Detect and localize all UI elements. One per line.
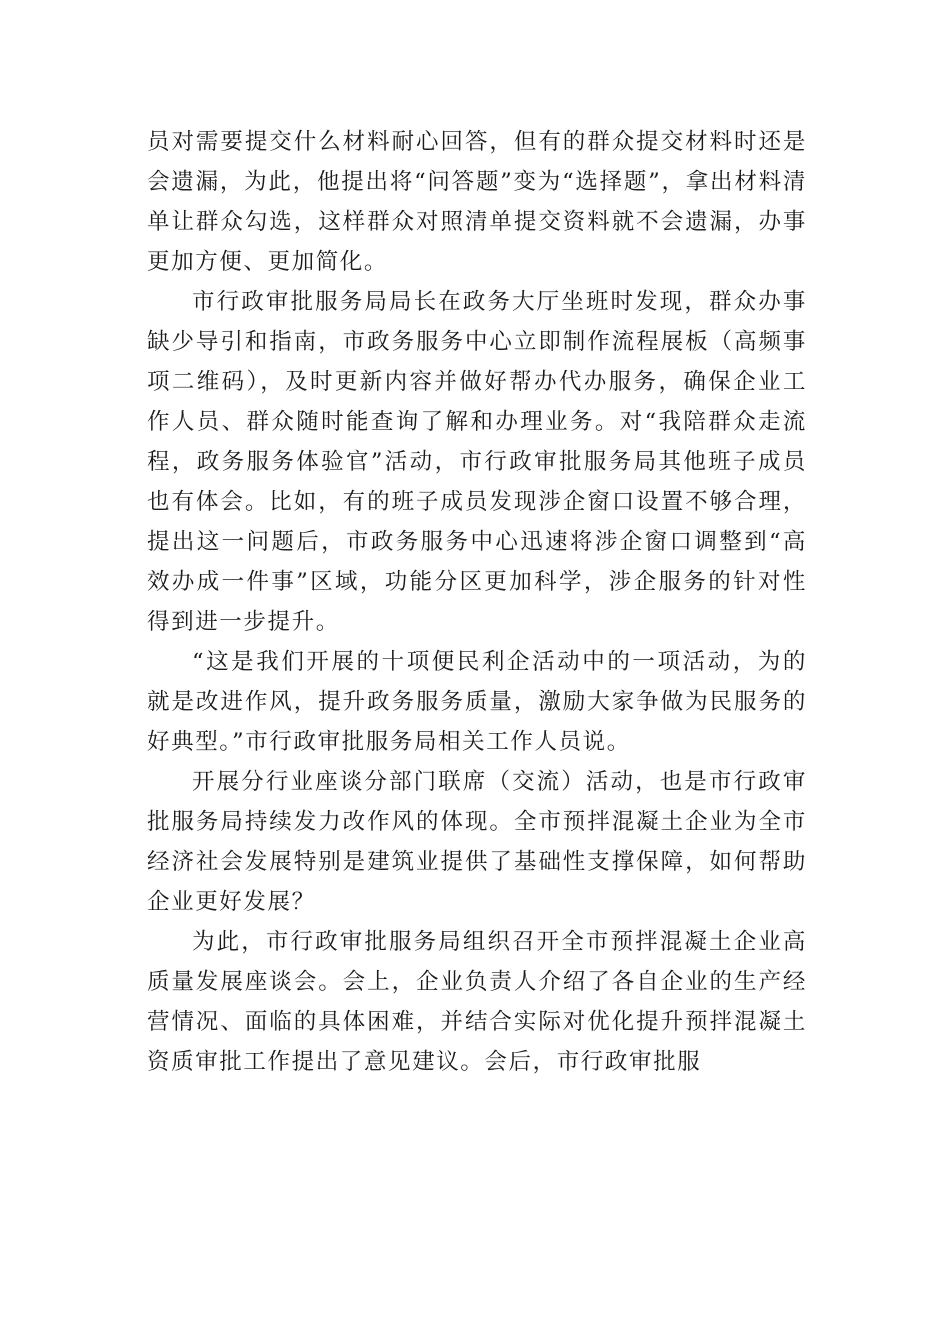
paragraph-2: 市行政审批服务局局长在政务大厅坐班时发现，群众办事缺少导引和指南，市政务服务中心立即制作流程展板（高频事项二维码），及时更新内容并做好帮办代办服务，确保企业工作人员、群众随时能查询了解和办理业务。对“我陪群众走流程，政务服务体验官”活动，市行政审批服务局其他班子成员也有体会。比如，有的班子成员发现涉企窗口设置不够合理，提出这一问题后，市政务服务中心迅速将涉企窗口调整到“高效办成一件事”区域，功能分区更加科学，涉企服务的针对性得到进一步提升。 <box>147 289 807 635</box>
paragraph-1: 员对需要提交什么材料耐心回答，但有的群众提交材料时还是会遗漏，为此，他提出将“问答题”变为“选择题”，拿出材料清单让群众勾选，这样群众对照清单提交资料就不会遗漏，办事更加方便、更加简化。 <box>147 129 807 275</box>
paragraph-4: 开展分行业座谈分部门联席（交流）活动，也是市行政审批服务局持续发力改作风的体现。全市预拌混凝土企业为全市经济社会发展特别是建筑业提供了基础性支撑保障，如何帮助企业更好发展？ <box>147 769 807 915</box>
paragraph-5: 为此，市行政审批服务局组织召开全市预拌混凝土企业高质量发展座谈会。会上，企业负责人介绍了各自企业的生产经营情况、面临的具体困难，并结合实际对优化提升预拌混凝土资质审批工作提出了意见建议。会后，市行政审批服 <box>147 929 807 1075</box>
paragraph-3: “这是我们开展的十项便民利企活动中的一项活动，为的就是改进作风，提升政务服务质量，激励大家争做为民服务的好典型。”市行政审批服务局相关工作人员说。 <box>147 649 807 755</box>
body-text <box>147 122 807 1082</box>
